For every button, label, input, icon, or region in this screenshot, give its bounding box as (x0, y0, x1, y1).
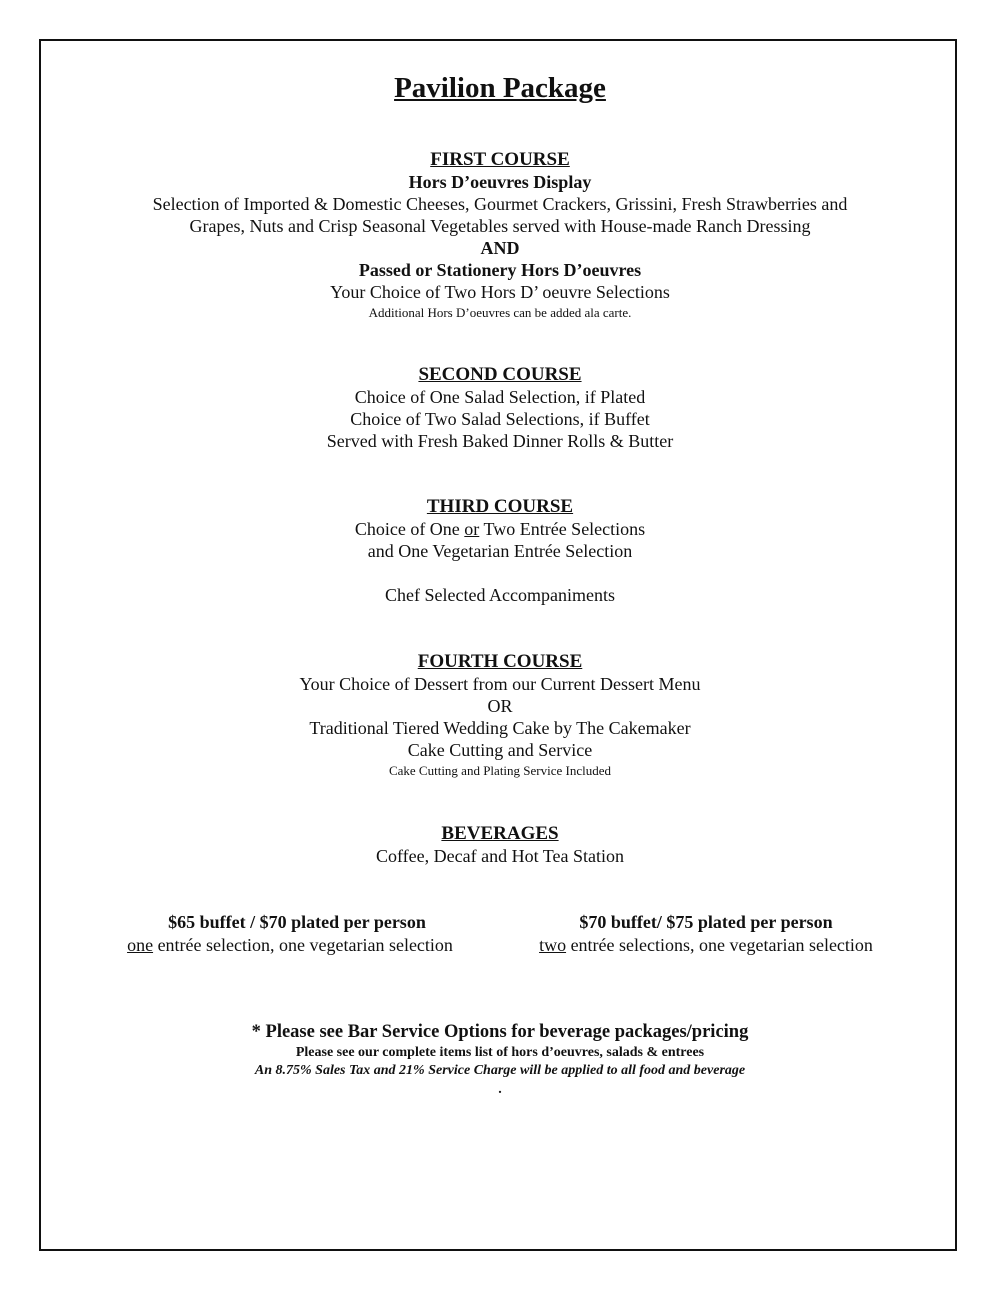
fourth-course-line-3: Cake Cutting and Service (407, 740, 593, 760)
third-course-heading: THIRD COURSE (426, 496, 574, 517)
fourth-course-line-2: Traditional Tiered Wedding Cake by The Cakemaker (309, 718, 691, 738)
price-left-desc: one entrée selection, one vegetarian selection (127, 935, 453, 955)
display-line-1: Selection of Imported & Domestic Cheeses, Gourmet Crackers, Grissini, Fresh Strawberries and (152, 194, 848, 214)
page-title: Pavilion Package (394, 72, 606, 104)
tax-note: An 8.75% Sales Tax and 21% Service Charge will be applied to all food and beverage (254, 1063, 746, 1078)
bar-service-note: * Please see Bar Service Options for beverage packages/pricing (251, 1022, 749, 1042)
and-label: AND (480, 238, 520, 258)
third-course-line-1: Choice of One or Two Entrée Selections (354, 519, 646, 539)
trailing-dot: . (498, 1082, 502, 1097)
beverages-heading: BEVERAGES (441, 823, 559, 844)
fourth-course-note: Cake Cutting and Plating Service Included (388, 763, 612, 778)
second-course-line-3: Served with Fresh Baked Dinner Rolls & Butter (326, 431, 674, 451)
first-course-heading: FIRST COURSE (430, 149, 570, 170)
price-right: $70 buffet/ $75 plated per person (579, 912, 833, 932)
items-list-note: Please see our complete items list of hors d’oeuvres, salads & entrees (295, 1045, 705, 1060)
second-course-heading: SECOND COURSE (418, 364, 582, 385)
display-title: Hors D’oeuvres Display (408, 172, 592, 192)
price-left: $65 buffet / $70 plated per person (168, 912, 426, 932)
fourth-course-line-1: Your Choice of Dessert from our Current Dessert Menu (299, 674, 701, 694)
second-course-line-1: Choice of One Salad Selection, if Plated (354, 387, 646, 407)
third-course-line-2: and One Vegetarian Entrée Selection (367, 541, 633, 561)
passed-title: Passed or Stationery Hors D’oeuvres (358, 260, 642, 280)
fourth-course-or: OR (487, 696, 513, 716)
third-course-line-3: Chef Selected Accompaniments (385, 585, 615, 605)
second-course-line-2: Choice of Two Salad Selections, if Buffet (350, 409, 650, 429)
passed-note: Additional Hors D’oeuvres can be added ala carte. (368, 305, 632, 320)
passed-line: Your Choice of Two Hors D’ oeuvre Selections (330, 282, 670, 302)
display-line-2: Grapes, Nuts and Crisp Seasonal Vegetables served with House-made Ranch Dressing (189, 216, 811, 236)
price-right-desc: two entrée selections, one vegetarian selection (539, 935, 873, 955)
fourth-course-heading: FOURTH COURSE (417, 651, 583, 672)
beverages-line-1: Coffee, Decaf and Hot Tea Station (376, 846, 624, 866)
